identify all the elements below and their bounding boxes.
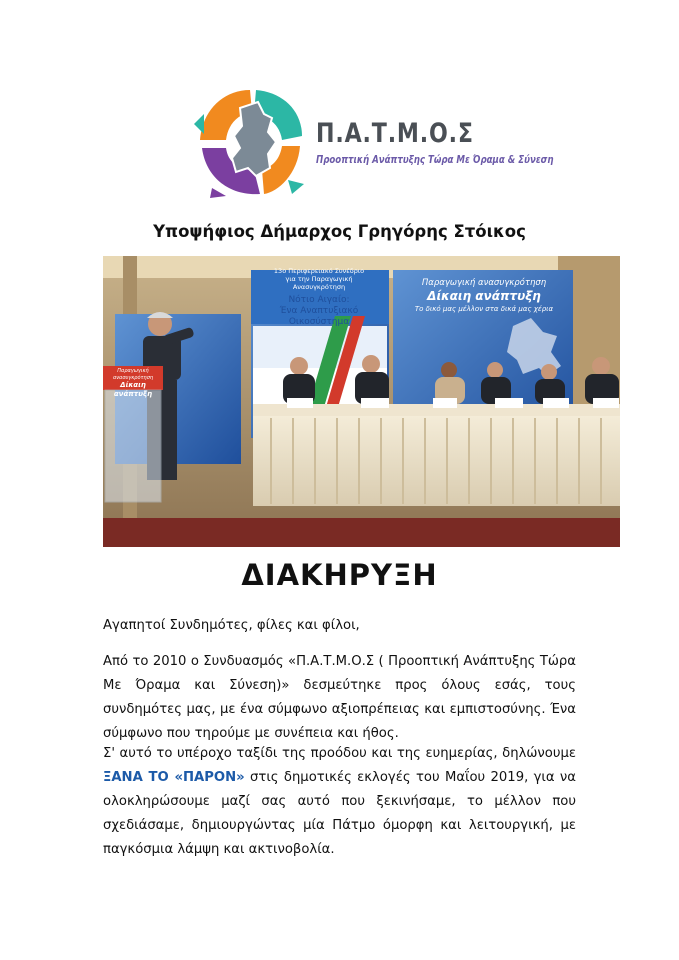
paragraph-2 — [103, 742, 576, 862]
party-emblem-icon — [192, 84, 308, 200]
party-tagline: Προοπτική Ανάπτυξης Τώρα Με Όραμα & Σύνεση — [316, 154, 554, 166]
paragraph-2-after: στις δημοτικές εκλογές του Μαΐου 2019, για να ολοκληρώσουμε μαζί σας αυτό που ξεκινήσαμε, το μέλλον που σχεδιάσαμε, δημιουργώντας μία Πάτμο όμορφη και λειτουργική, με παγκόσμια λάμψη και ακτινοβολία. — [103, 770, 576, 857]
photo-podium-text: Παραγωγική ανασυγκρότηση Δίκαιη ανάπτυξη — [112, 368, 154, 398]
paragraph-2-before: Σ' αυτό το υπέροχο ταξίδι της προόδου και της ευημερίας, δηλώνουμε — [103, 746, 576, 761]
party-logo — [192, 84, 554, 200]
paragraph-2-emphasis: ΞΑΝΑ ΤΟ «ΠΑΡΟΝ» — [103, 770, 245, 785]
paragraph-1: Από το 2010 ο Συνδυασμός «Π.Α.Τ.Μ.Ο.Σ ( Προοπτική Ανάπτυξης Τώρα Με Όραμα και Σύνεση)» δεσμεύτηκε προς όλους εσάς, τους συνδημότες μας, με ένα σύμφωνο αξιοπρέπειας και εμπιστοσύνης. Ένα σύμφωνο που τηρούμε με συνέπεια και ήθος. — [103, 654, 576, 741]
party-name: Π.Α.Τ.Μ.Ο.Σ — [316, 118, 474, 149]
greeting: Αγαπητοί Συνδημότες, φίλες και φίλοι, — [103, 618, 360, 633]
photo-banner-right-text: Παραγωγική ανασυγκρότηση Δίκαιη ανάπτυξη Το δικό μας μέλλον στα δικά μας χέρια — [414, 278, 554, 313]
photo-banner-center-text: 13ο Περιφερειακό Συνέδριο για την Παραγωγική Ανασυγκρότηση Νότιο Αιγαίο: Ένα Αναπτυξιακό Οικοσύστημα — [273, 267, 365, 327]
declaration-title: ΔΙΑΚΗΡΥΞΗ — [241, 558, 438, 592]
candidate-heading: Υποψήφιος Δήμαρχος Γρηγόρης Στόικος — [153, 222, 526, 241]
